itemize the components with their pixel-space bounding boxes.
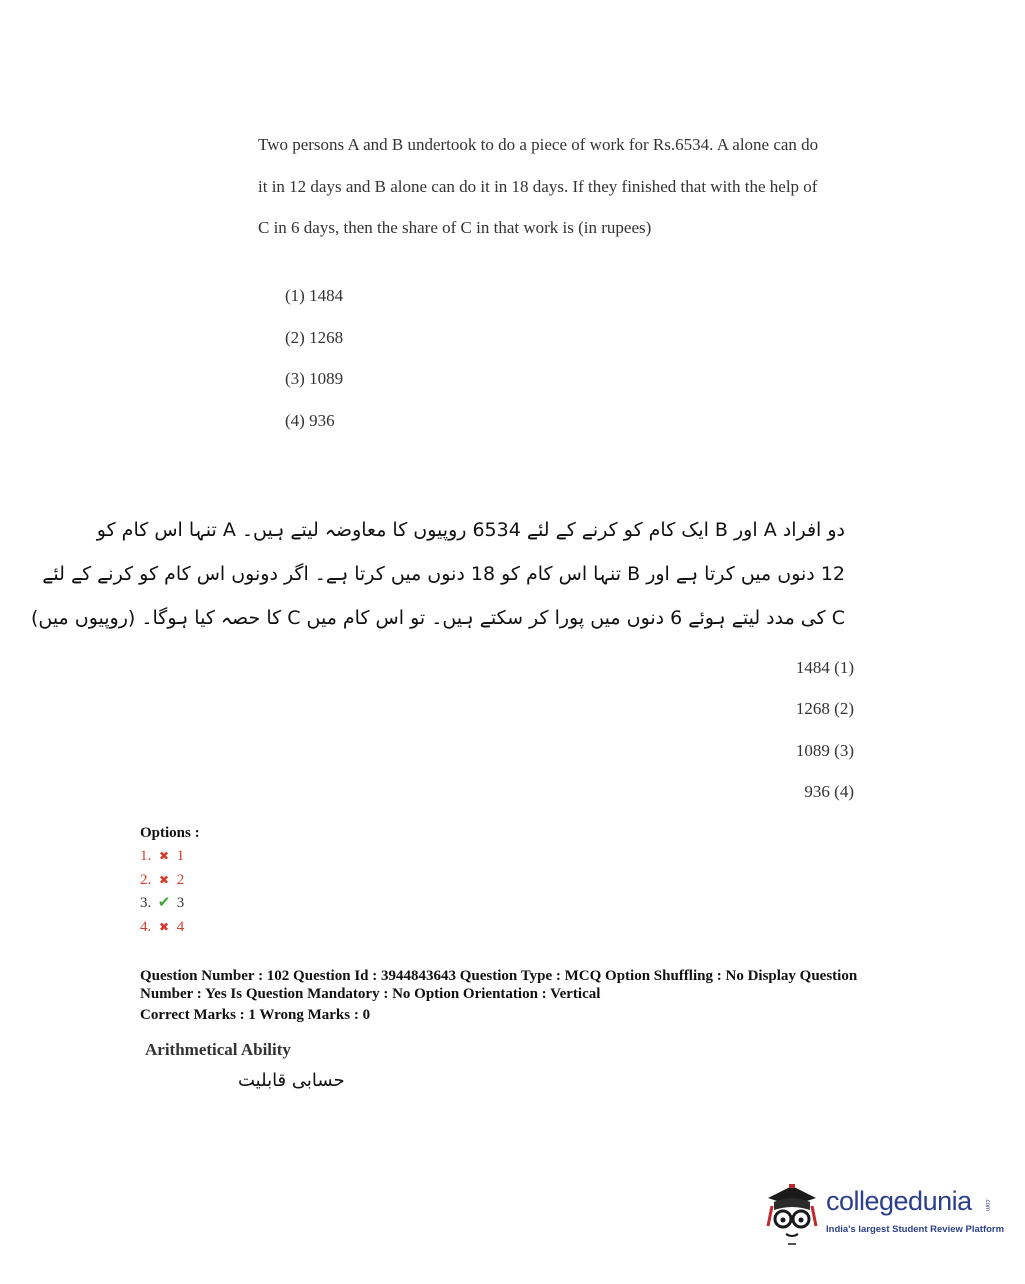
answer-choice: 1484 (1): [795, 658, 854, 677]
option-row: [140, 845, 200, 869]
answer-choice: 1089 (3): [795, 740, 854, 760]
marks-line: Correct Marks : 1 Wrong Marks : 0: [140, 1007, 371, 1023]
check-icon: ✔: [157, 895, 171, 911]
question-line: C in 6 days, then the share of C in that work is (in rupees): [258, 218, 652, 237]
option-value: 3: [176, 895, 185, 911]
metadata-line: Number : Yes Is Question Mandatory : No Option Orientation : Vertical: [140, 986, 601, 1002]
options-list: [140, 823, 200, 939]
metadata-line: Question Number : 102 Question Id : 3944843643 Question Type : MCQ Option Shuffling : No Display Question: [140, 968, 858, 984]
question-line: 12 دنوں میں کرتا ہے اور B تنہا اس کام کو 18 دنوں میں کرتا ہے۔ اگر دونوں اس کام کو کرنے کے لئے: [42, 563, 845, 585]
option-row: [140, 916, 200, 940]
section-title-english: Arithmetical Ability: [145, 1040, 291, 1059]
cross-icon: ✖: [158, 872, 170, 887]
option-value: 4: [176, 918, 185, 935]
question-text-english: [258, 124, 898, 249]
logo-tld: .com: [984, 1198, 990, 1212]
option-number: 1.: [140, 848, 152, 864]
answer-choices-urdu: [796, 652, 854, 817]
option-number: 3.: [140, 895, 152, 911]
option-row: [140, 869, 200, 893]
question-line: it in 12 days and B alone can do it in 18 days. If they finished that with the help of: [258, 176, 818, 196]
answer-choice: 936 (4): [804, 781, 854, 801]
mascot-icon: [762, 1176, 824, 1246]
question-text-urdu: [30, 508, 845, 640]
answer-choice: (2) 1268: [285, 327, 344, 347]
options-title: Options :: [140, 825, 200, 841]
cross-icon: ✖: [158, 919, 170, 934]
answer-choice: (4) 936: [285, 410, 335, 430]
option-number: 2.: [140, 871, 152, 888]
answer-choice: (1) 1484: [285, 286, 344, 305]
cross-icon: ✖: [158, 849, 170, 863]
option-value: 2: [176, 871, 185, 888]
option-value: 1: [176, 848, 185, 864]
collegedunia-logo[interactable]: [762, 1176, 1005, 1246]
section-title-urdu: حسابی قابلیت: [238, 1070, 345, 1091]
answer-choice: (3) 1089: [285, 369, 344, 389]
question-metadata: [140, 967, 910, 1024]
option-number: 4.: [140, 918, 152, 935]
question-line: دو افراد A اور B ایک کام کو کرنے کے لئے 6534 روپیوں کا معاوضہ لیتے ہیں۔ A تنہا اس کام کو: [96, 519, 845, 541]
question-line: Two persons A and B undertook to do a piece of work for Rs.6534. A alone can do: [258, 135, 819, 154]
answer-choices-english: [285, 280, 343, 446]
logo-tagline: India's largest Student Review Platform: [826, 1224, 1005, 1235]
question-line: C کی مدد لیتے ہوئے 6 دنوں میں پورا کر سکتے ہیں۔ تو اس کام میں C کا حصہ کیا ہوگا۔ (روپیوں میں): [30, 607, 845, 629]
option-row-correct: [140, 892, 200, 916]
answer-choice: 1268 (2): [795, 699, 854, 719]
logo-wordmark: collegedunia: [826, 1186, 972, 1216]
